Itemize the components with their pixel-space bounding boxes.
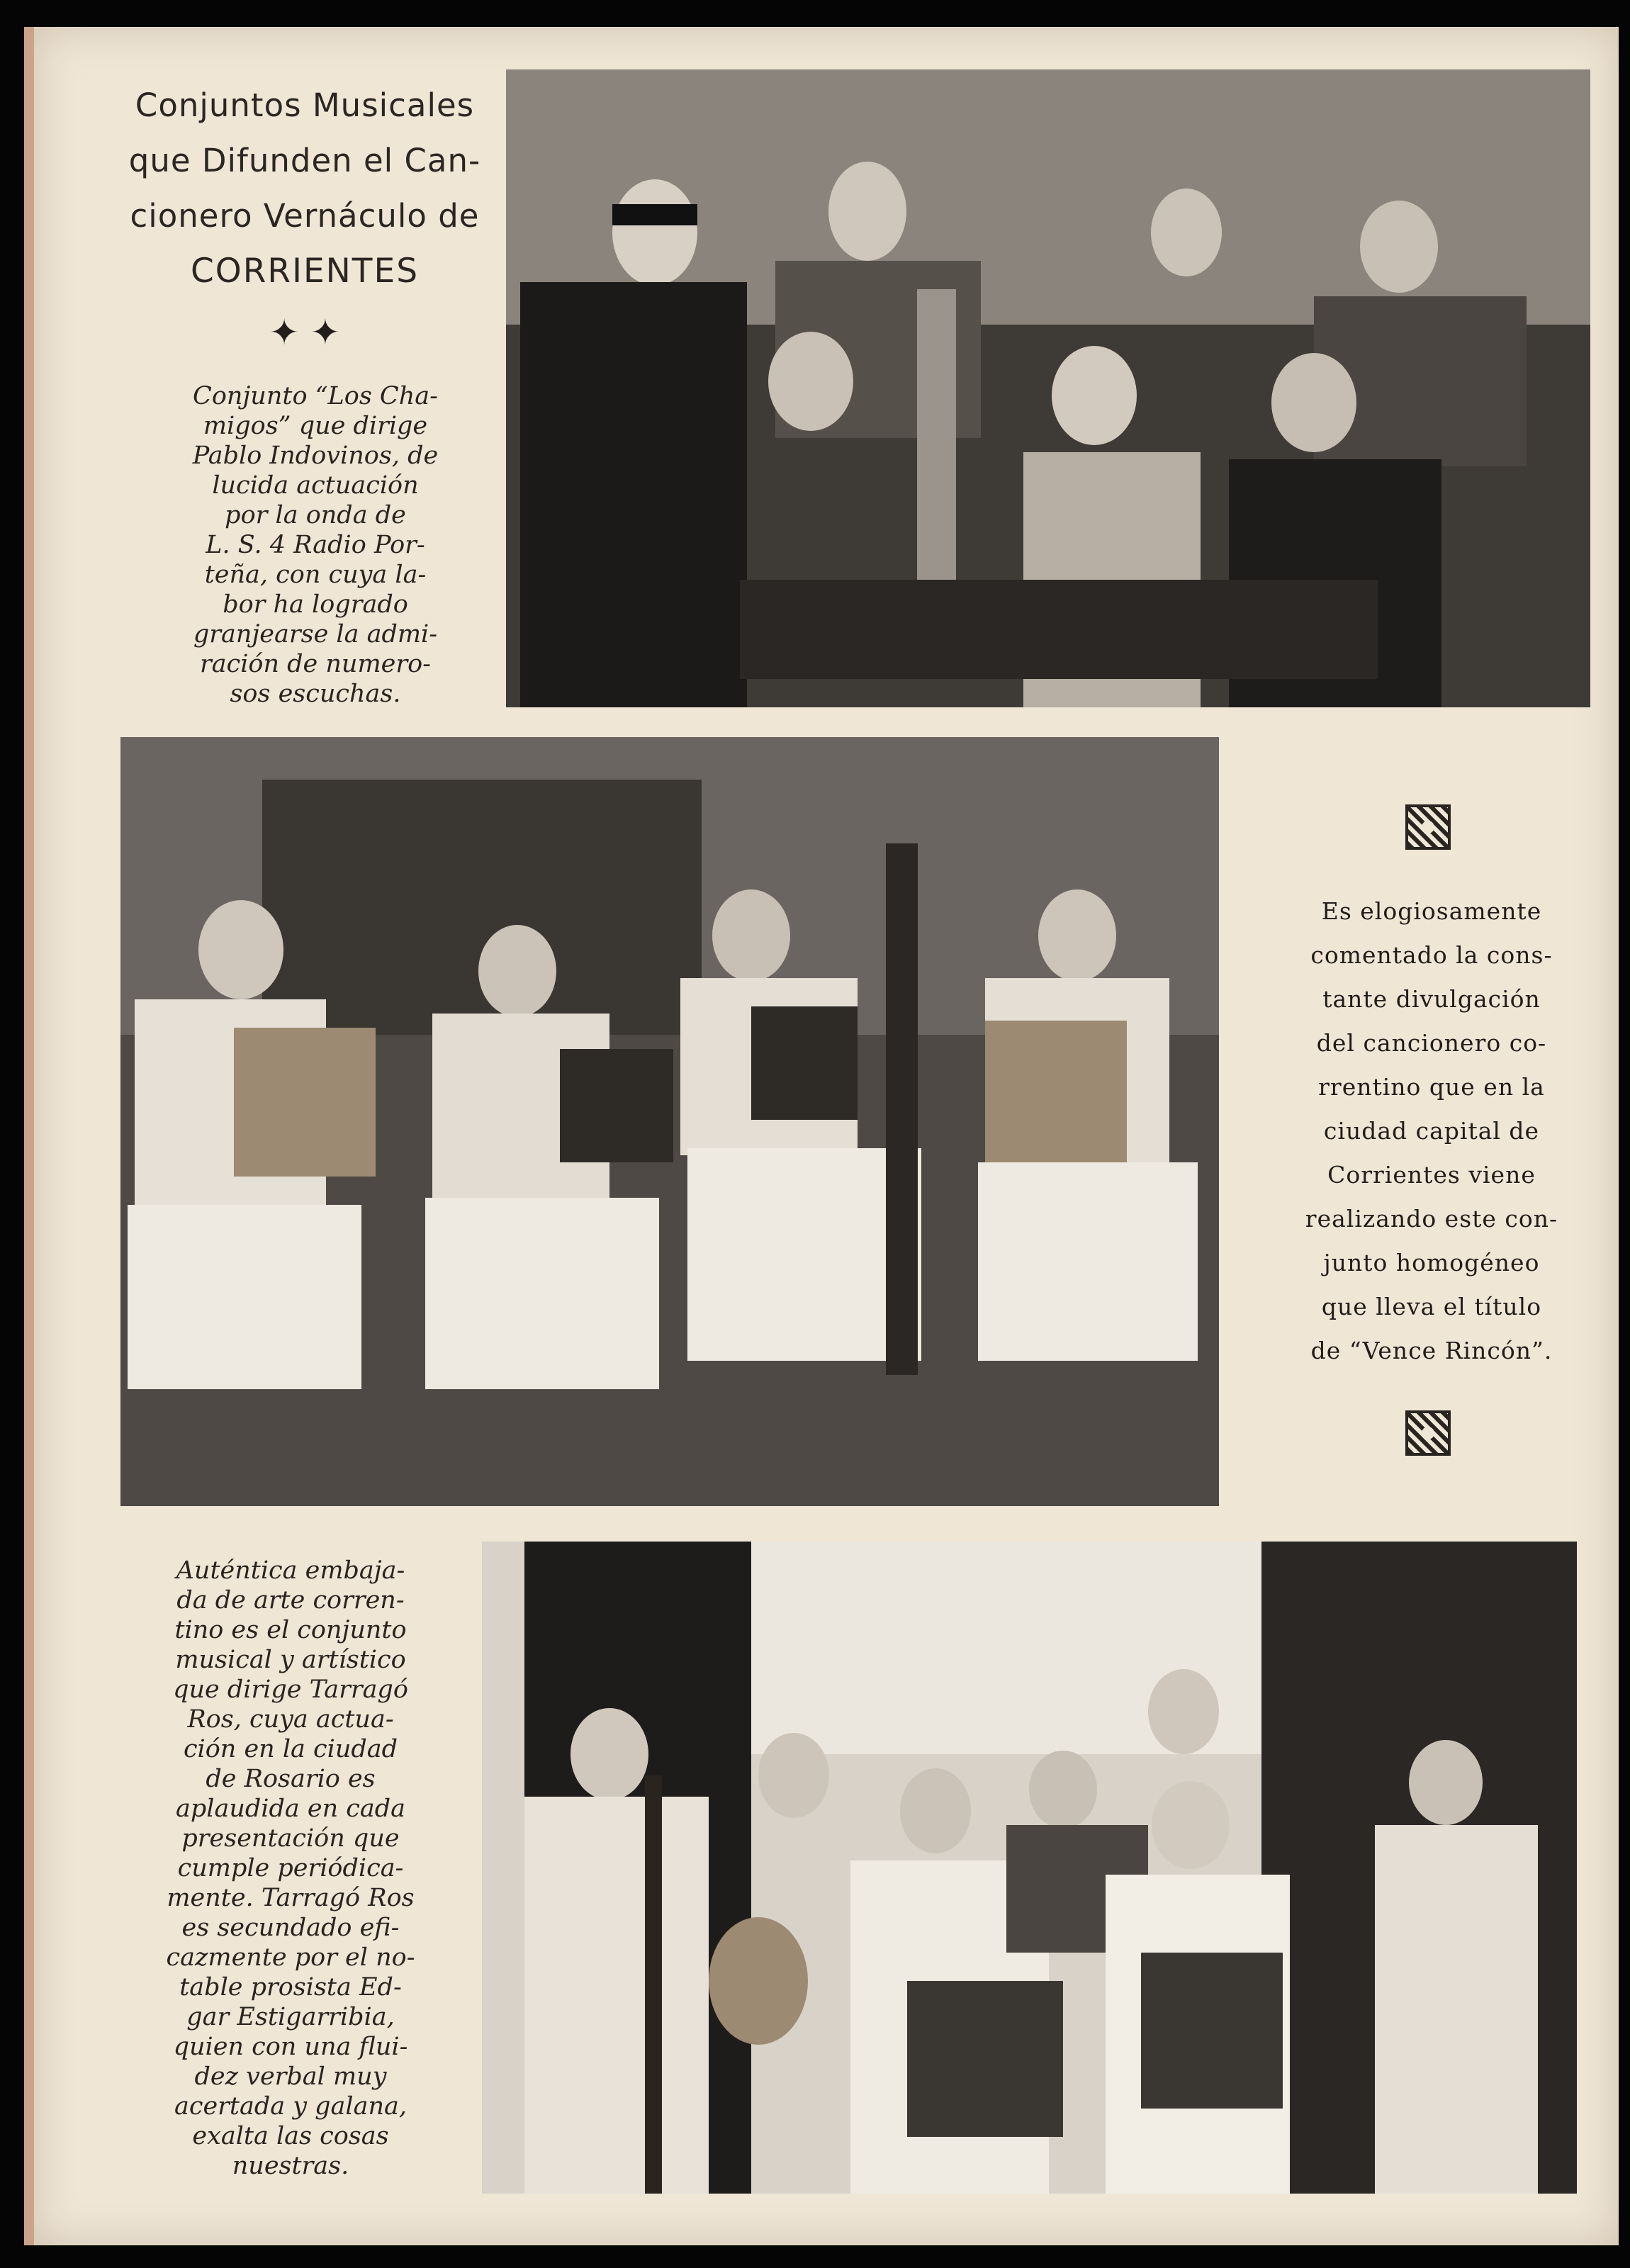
caption-line: Pablo Indovinos, de <box>192 442 439 470</box>
photo-los-chamigos <box>506 69 1590 707</box>
caption-line: que dirige Tarragó <box>173 1675 408 1704</box>
caption-line: bor ha logrado <box>223 590 408 619</box>
caption-line: cazmente por el no- <box>166 1943 415 1972</box>
caption-line: tino es el conjunto <box>174 1616 407 1644</box>
decorative-motif-top <box>1405 804 1451 850</box>
caption-line: L. S. 4 Radio Por- <box>206 531 425 559</box>
caption-line: que lleva el título <box>1321 1293 1542 1320</box>
headline-line-2: que Difunden el Can- <box>128 142 481 179</box>
caption-line: dez verbal muy <box>194 2062 387 2091</box>
caption-line: rrentino que en la <box>1318 1073 1545 1101</box>
caption-line: cumple periódica- <box>177 1854 404 1882</box>
caption-line: del cancionero co- <box>1316 1029 1547 1057</box>
article-headline <box>99 78 510 299</box>
caption-line: nuestras. <box>232 2152 349 2180</box>
caption-line: junto homogéneo <box>1323 1249 1540 1276</box>
caption-line: es secundado efi- <box>181 1914 400 1942</box>
caption-line: granjearse la admi- <box>193 620 438 649</box>
caption-line: realizando este con- <box>1305 1205 1558 1233</box>
caption-vence-rincon <box>1279 889 1584 1373</box>
caption-line: Corrientes viene <box>1327 1161 1536 1189</box>
caption-line: comentado la cons- <box>1310 941 1553 969</box>
photo-vence-rincon <box>120 737 1219 1506</box>
caption-line: ción en la ciudad <box>183 1735 398 1763</box>
caption-line: da de arte corren- <box>176 1586 405 1615</box>
caption-line: exalta las cosas <box>192 2122 389 2150</box>
caption-line: migos” que dirige <box>203 412 428 440</box>
headline-city: CORRIENTES <box>190 252 420 291</box>
caption-line: acertada y galana, <box>174 2092 407 2121</box>
caption-line: Es elogiosamente <box>1321 897 1542 925</box>
caption-line: mente. Tarragó Ros <box>167 1884 415 1912</box>
decorative-motif-bottom <box>1405 1410 1451 1456</box>
caption-line: Conjunto “Los Cha- <box>193 382 438 410</box>
caption-line: aplaudida en cada <box>176 1795 405 1823</box>
caption-line: teña, con cuya la- <box>204 561 427 589</box>
caption-line: gar Estigarribia, <box>186 2003 395 2031</box>
caption-line: ración de numero- <box>200 650 431 678</box>
caption-line: de “Vence Rincón”. <box>1310 1337 1553 1364</box>
ornament-stars: ✦ ✦ <box>269 312 340 353</box>
headline-line-3: cionero Vernáculo de <box>130 197 480 235</box>
caption-los-chamigos <box>159 381 471 709</box>
caption-line: por la onda de <box>225 501 406 529</box>
caption-line: Auténtica embaja- <box>176 1556 405 1585</box>
caption-line: sos escuchas. <box>230 680 401 708</box>
caption-line: table prosista Ed- <box>179 1973 402 2002</box>
caption-line: ciudad capital de <box>1323 1117 1540 1145</box>
caption-line: de Rosario es <box>206 1765 376 1793</box>
caption-line: lucida actuación <box>212 471 419 500</box>
caption-line: musical y artístico <box>175 1646 406 1674</box>
caption-line: Ros, cuya actua- <box>187 1705 394 1734</box>
caption-tarrago-ros <box>135 1556 446 2181</box>
caption-line: tante divulgación <box>1322 985 1541 1013</box>
photo-tarrago-ros <box>482 1542 1577 2194</box>
caption-line: quien con una flui- <box>173 2033 408 2061</box>
caption-line: presentación que <box>181 1824 400 1853</box>
headline-line-1: Conjuntos Musicales <box>135 86 475 124</box>
